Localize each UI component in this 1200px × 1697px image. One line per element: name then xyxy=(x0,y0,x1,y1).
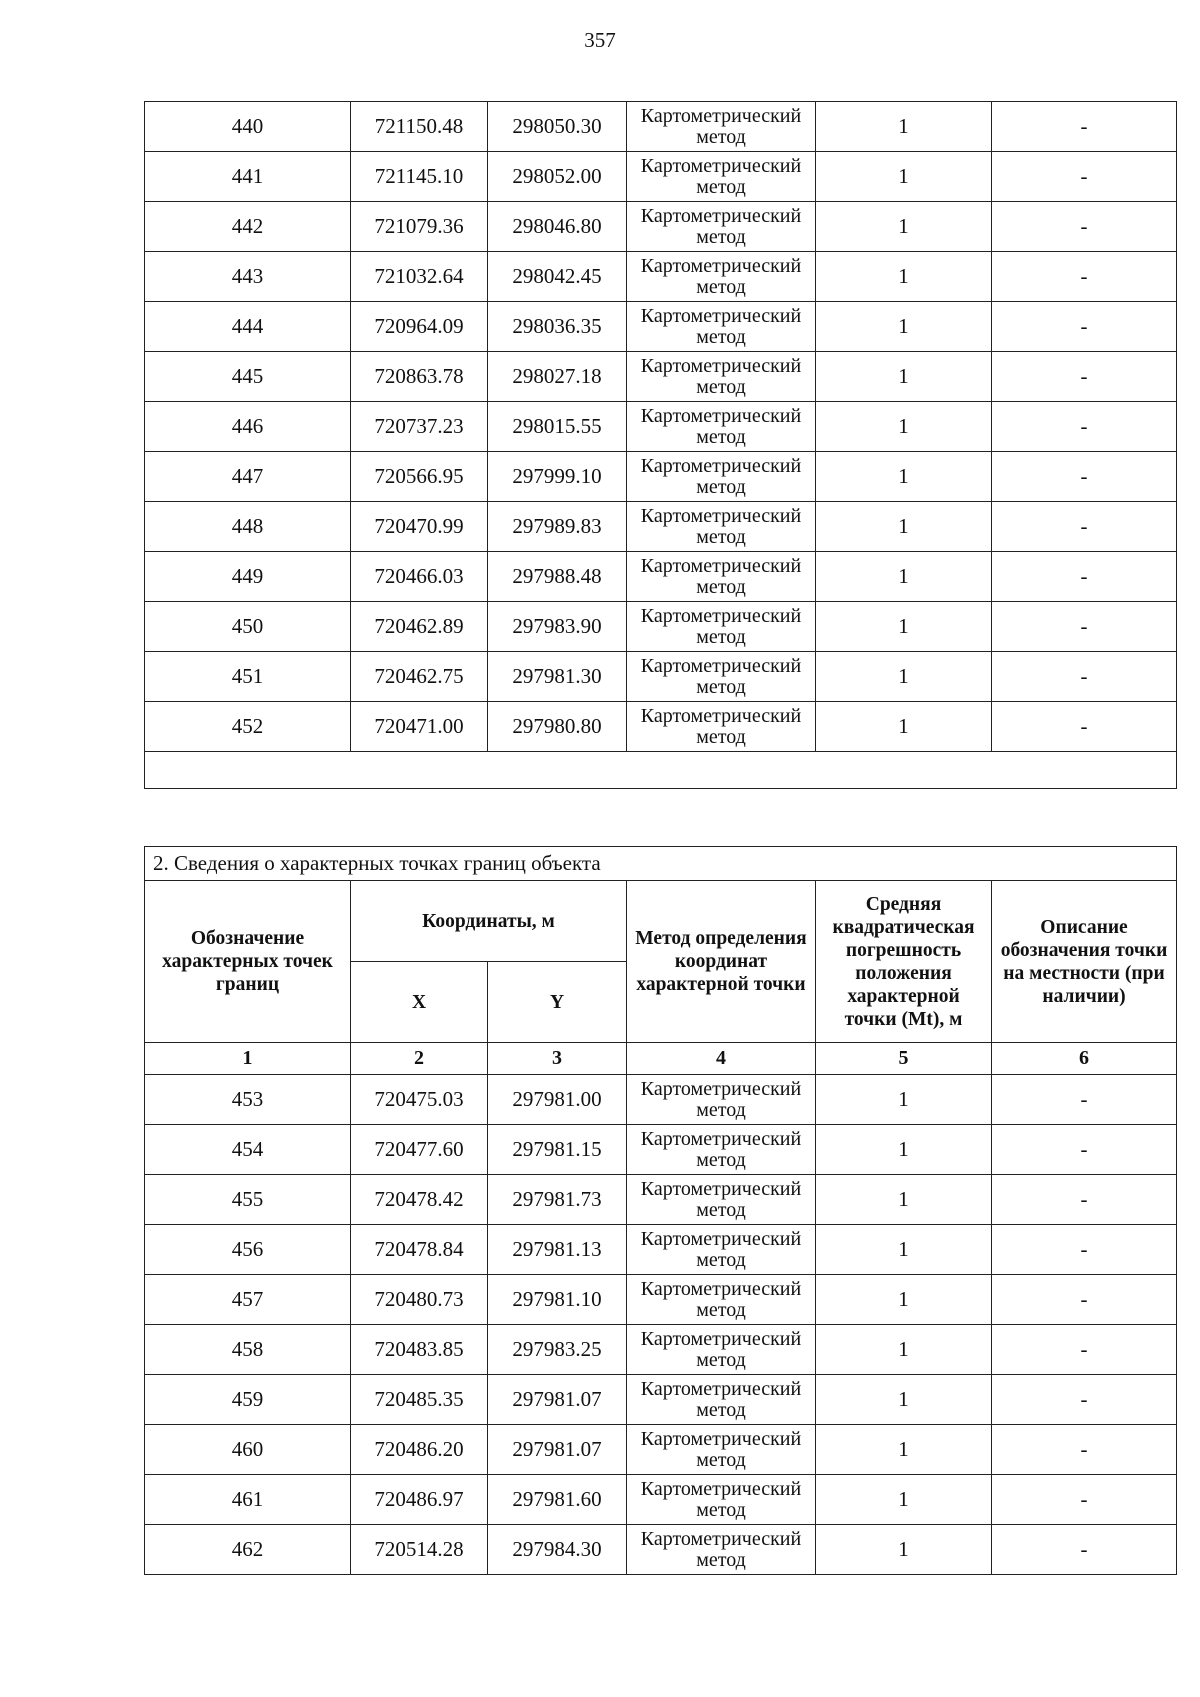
table-row xyxy=(145,1525,1177,1575)
description-cell: - xyxy=(992,552,1177,602)
table-row xyxy=(145,1275,1177,1325)
y-coordinate-cell: 298046.80 xyxy=(488,202,627,252)
x-coordinate-cell: 720462.89 xyxy=(351,602,488,652)
point-number-cell: 454 xyxy=(145,1125,351,1175)
accuracy-cell: 1 xyxy=(816,1225,992,1275)
table-row xyxy=(145,1475,1177,1525)
point-number-cell: 460 xyxy=(145,1425,351,1475)
accuracy-cell: 1 xyxy=(816,1525,992,1575)
table-row xyxy=(145,552,1177,602)
empty-table-row xyxy=(145,752,1177,789)
point-number-cell: 457 xyxy=(145,1275,351,1325)
x-coordinate-cell: 720480.73 xyxy=(351,1275,488,1325)
accuracy-cell: 1 xyxy=(816,1125,992,1175)
y-coordinate-cell: 297980.80 xyxy=(488,702,627,752)
description-cell: - xyxy=(992,152,1177,202)
accuracy-cell: 1 xyxy=(816,202,992,252)
x-coordinate-cell: 720486.97 xyxy=(351,1475,488,1525)
description-cell: - xyxy=(992,1325,1177,1375)
y-coordinate-cell: 298015.55 xyxy=(488,402,627,452)
description-cell: - xyxy=(992,1375,1177,1425)
table-row xyxy=(145,1375,1177,1425)
description-cell: - xyxy=(992,102,1177,152)
empty-cell xyxy=(145,752,1177,789)
method-cell: Картометрический метод xyxy=(627,402,816,452)
accuracy-cell: 1 xyxy=(816,252,992,302)
description-cell: - xyxy=(992,1225,1177,1275)
method-cell: Картометрический метод xyxy=(627,1525,816,1575)
accuracy-cell: 1 xyxy=(816,402,992,452)
method-cell: Картометрический метод xyxy=(627,1375,816,1425)
method-cell: Картометрический метод xyxy=(627,1475,816,1525)
table-row xyxy=(145,602,1177,652)
point-number-cell: 445 xyxy=(145,352,351,402)
method-cell: Картометрический метод xyxy=(627,502,816,552)
description-cell: - xyxy=(992,1525,1177,1575)
point-number-cell: 455 xyxy=(145,1175,351,1225)
section2-table-body xyxy=(145,1075,1177,1575)
method-cell: Картометрический метод xyxy=(627,602,816,652)
x-coordinate-cell: 720485.35 xyxy=(351,1375,488,1425)
column-number: 2 xyxy=(351,1043,488,1075)
x-coordinate-cell: 720462.75 xyxy=(351,652,488,702)
accuracy-cell: 1 xyxy=(816,1425,992,1475)
column-number-row xyxy=(145,1043,1177,1075)
accuracy-cell: 1 xyxy=(816,1325,992,1375)
table-row xyxy=(145,1325,1177,1375)
section-title: 2. Сведения о характерных точках границ объекта xyxy=(145,847,1177,881)
continuation-table-body xyxy=(145,102,1177,789)
table-row xyxy=(145,1175,1177,1225)
point-number-cell: 450 xyxy=(145,602,351,652)
accuracy-cell: 1 xyxy=(816,152,992,202)
method-cell: Картометрический метод xyxy=(627,1075,816,1125)
column-number: 3 xyxy=(488,1043,627,1075)
y-coordinate-cell: 297981.30 xyxy=(488,652,627,702)
y-coordinate-cell: 297981.00 xyxy=(488,1075,627,1125)
accuracy-cell: 1 xyxy=(816,1375,992,1425)
point-number-cell: 443 xyxy=(145,252,351,302)
description-cell: - xyxy=(992,602,1177,652)
accuracy-cell: 1 xyxy=(816,102,992,152)
header-description: Описание обозначения точки на местности (при наличии) xyxy=(992,881,1177,1043)
description-cell: - xyxy=(992,702,1177,752)
accuracy-cell: 1 xyxy=(816,1275,992,1325)
point-number-cell: 448 xyxy=(145,502,351,552)
column-number: 4 xyxy=(627,1043,816,1075)
description-cell: - xyxy=(992,452,1177,502)
y-coordinate-cell: 298027.18 xyxy=(488,352,627,402)
coordinates-table-section-2 xyxy=(144,846,1177,1575)
y-coordinate-cell: 297999.10 xyxy=(488,452,627,502)
table-row xyxy=(145,352,1177,402)
point-number-cell: 441 xyxy=(145,152,351,202)
x-coordinate-cell: 720566.95 xyxy=(351,452,488,502)
y-coordinate-cell: 297988.48 xyxy=(488,552,627,602)
y-coordinate-cell: 297981.13 xyxy=(488,1225,627,1275)
table-row xyxy=(145,1425,1177,1475)
y-coordinate-cell: 297981.07 xyxy=(488,1425,627,1475)
accuracy-cell: 1 xyxy=(816,1475,992,1525)
point-number-cell: 440 xyxy=(145,102,351,152)
y-coordinate-cell: 297984.30 xyxy=(488,1525,627,1575)
table-row xyxy=(145,252,1177,302)
description-cell: - xyxy=(992,302,1177,352)
accuracy-cell: 1 xyxy=(816,1175,992,1225)
table-row xyxy=(145,102,1177,152)
table-row xyxy=(145,1075,1177,1125)
method-cell: Картометрический метод xyxy=(627,152,816,202)
description-cell: - xyxy=(992,1125,1177,1175)
y-coordinate-cell: 297981.07 xyxy=(488,1375,627,1425)
header-point-designation: Обозначение характерных точек границ xyxy=(145,881,351,1043)
point-number-cell: 456 xyxy=(145,1225,351,1275)
method-cell: Картометрический метод xyxy=(627,652,816,702)
point-number-cell: 442 xyxy=(145,202,351,252)
y-coordinate-cell: 297983.25 xyxy=(488,1325,627,1375)
description-cell: - xyxy=(992,652,1177,702)
method-cell: Картометрический метод xyxy=(627,702,816,752)
description-cell: - xyxy=(992,502,1177,552)
accuracy-cell: 1 xyxy=(816,352,992,402)
table-row xyxy=(145,1125,1177,1175)
x-coordinate-cell: 721150.48 xyxy=(351,102,488,152)
y-coordinate-cell: 298036.35 xyxy=(488,302,627,352)
column-number: 1 xyxy=(145,1043,351,1075)
x-coordinate-cell: 720478.42 xyxy=(351,1175,488,1225)
point-number-cell: 449 xyxy=(145,552,351,602)
method-cell: Картометрический метод xyxy=(627,252,816,302)
y-coordinate-cell: 297981.73 xyxy=(488,1175,627,1225)
point-number-cell: 459 xyxy=(145,1375,351,1425)
accuracy-cell: 1 xyxy=(816,702,992,752)
description-cell: - xyxy=(992,1275,1177,1325)
description-cell: - xyxy=(992,1075,1177,1125)
y-coordinate-cell: 297989.83 xyxy=(488,502,627,552)
x-coordinate-cell: 721145.10 xyxy=(351,152,488,202)
table-row xyxy=(145,702,1177,752)
accuracy-cell: 1 xyxy=(816,602,992,652)
table-row xyxy=(145,302,1177,352)
header-method: Метод определения координат характерной точки xyxy=(627,881,816,1043)
point-number-cell: 462 xyxy=(145,1525,351,1575)
method-cell: Картометрический метод xyxy=(627,1275,816,1325)
x-coordinate-cell: 720514.28 xyxy=(351,1525,488,1575)
page-number: 357 xyxy=(584,28,616,52)
y-coordinate-cell: 297981.15 xyxy=(488,1125,627,1175)
description-cell: - xyxy=(992,352,1177,402)
table-row xyxy=(145,452,1177,502)
accuracy-cell: 1 xyxy=(816,302,992,352)
method-cell: Картометрический метод xyxy=(627,302,816,352)
method-cell: Картометрический метод xyxy=(627,1175,816,1225)
accuracy-cell: 1 xyxy=(816,502,992,552)
y-coordinate-cell: 297981.60 xyxy=(488,1475,627,1525)
table-row xyxy=(145,1225,1177,1275)
x-coordinate-cell: 720475.03 xyxy=(351,1075,488,1125)
header-coordinates: Координаты, м xyxy=(351,881,627,962)
description-cell: - xyxy=(992,1475,1177,1525)
method-cell: Картометрический метод xyxy=(627,352,816,402)
x-coordinate-cell: 721032.64 xyxy=(351,252,488,302)
x-coordinate-cell: 720863.78 xyxy=(351,352,488,402)
header-x: X xyxy=(351,962,488,1043)
description-cell: - xyxy=(992,1175,1177,1225)
accuracy-cell: 1 xyxy=(816,1075,992,1125)
y-coordinate-cell: 298042.45 xyxy=(488,252,627,302)
description-cell: - xyxy=(992,252,1177,302)
method-cell: Картометрический метод xyxy=(627,552,816,602)
table-row xyxy=(145,502,1177,552)
point-number-cell: 451 xyxy=(145,652,351,702)
accuracy-cell: 1 xyxy=(816,452,992,502)
coordinates-table-continuation xyxy=(144,101,1177,789)
y-coordinate-cell: 298050.30 xyxy=(488,102,627,152)
point-number-cell: 444 xyxy=(145,302,351,352)
accuracy-cell: 1 xyxy=(816,552,992,602)
point-number-cell: 458 xyxy=(145,1325,351,1375)
method-cell: Картометрический метод xyxy=(627,1425,816,1475)
column-number: 5 xyxy=(816,1043,992,1075)
description-cell: - xyxy=(992,402,1177,452)
table-row xyxy=(145,152,1177,202)
x-coordinate-cell: 721079.36 xyxy=(351,202,488,252)
description-cell: - xyxy=(992,1425,1177,1475)
y-coordinate-cell: 298052.00 xyxy=(488,152,627,202)
x-coordinate-cell: 720466.03 xyxy=(351,552,488,602)
point-number-cell: 461 xyxy=(145,1475,351,1525)
x-coordinate-cell: 720470.99 xyxy=(351,502,488,552)
y-coordinate-cell: 297981.10 xyxy=(488,1275,627,1325)
table-row xyxy=(145,652,1177,702)
method-cell: Картометрический метод xyxy=(627,202,816,252)
y-coordinate-cell: 297983.90 xyxy=(488,602,627,652)
point-number-cell: 452 xyxy=(145,702,351,752)
method-cell: Картометрический метод xyxy=(627,102,816,152)
x-coordinate-cell: 720477.60 xyxy=(351,1125,488,1175)
point-number-cell: 453 xyxy=(145,1075,351,1125)
x-coordinate-cell: 720478.84 xyxy=(351,1225,488,1275)
x-coordinate-cell: 720483.85 xyxy=(351,1325,488,1375)
table-row xyxy=(145,202,1177,252)
column-number: 6 xyxy=(992,1043,1177,1075)
method-cell: Картометрический метод xyxy=(627,1325,816,1375)
x-coordinate-cell: 720964.09 xyxy=(351,302,488,352)
method-cell: Картометрический метод xyxy=(627,1225,816,1275)
x-coordinate-cell: 720471.00 xyxy=(351,702,488,752)
header-accuracy: Средняя квадратическая погрешность положения характерной точки (Mt), м xyxy=(816,881,992,1043)
table-row xyxy=(145,402,1177,452)
point-number-cell: 446 xyxy=(145,402,351,452)
header-y: Y xyxy=(488,962,627,1043)
accuracy-cell: 1 xyxy=(816,652,992,702)
x-coordinate-cell: 720737.23 xyxy=(351,402,488,452)
method-cell: Картометрический метод xyxy=(627,1125,816,1175)
x-coordinate-cell: 720486.20 xyxy=(351,1425,488,1475)
point-number-cell: 447 xyxy=(145,452,351,502)
method-cell: Картометрический метод xyxy=(627,452,816,502)
description-cell: - xyxy=(992,202,1177,252)
